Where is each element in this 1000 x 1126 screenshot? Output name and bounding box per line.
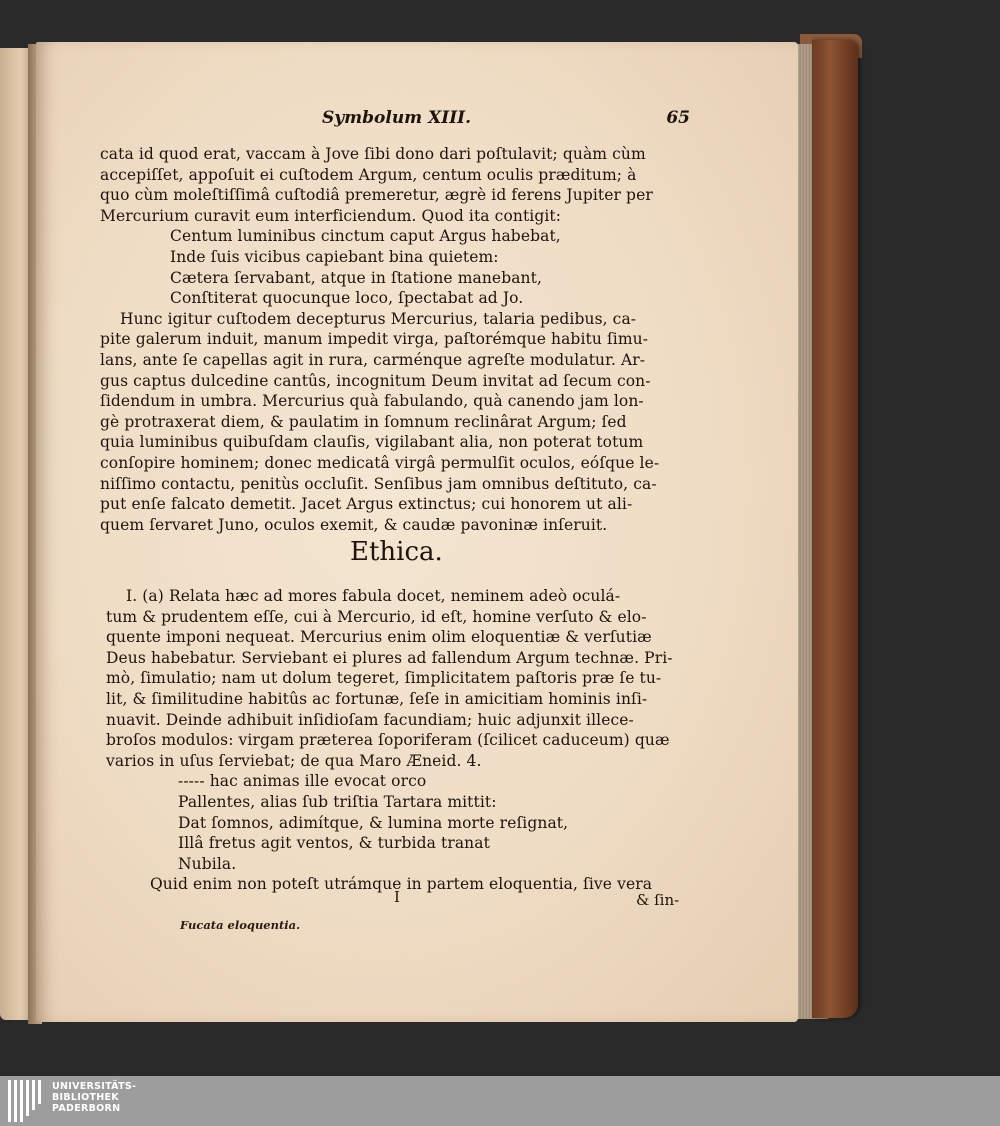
text-line: nuavit. Deinde adhibuit inſidioſam facundiam; huic adjunxit illece-: [106, 710, 634, 729]
text-line: mò, ſimulatio; nam ut dolum tegeret, ſimplicitatem paſtoris præ ſe tu-: [106, 669, 662, 688]
text-line: quente imponi nequeat. Mercurius enim olim eloquentiæ & verſutiæ: [106, 628, 652, 647]
library-name-line: BIBLIOTHEK: [52, 1092, 119, 1103]
page-number: 65: [666, 108, 690, 128]
text-line: gè protraxerat diem, & paulatim in ſomnum reclinârat Argum; ſed: [100, 412, 627, 431]
verse-line: Inde ſuis vicibus capiebant bina quietem:: [170, 247, 499, 266]
text-line: Quid enim non poteſt utrámque in partem eloquentia, ſive vera: [150, 875, 653, 894]
library-logo-icon: [8, 1080, 42, 1122]
text-line: ſidendum in umbra. Mercurius quà fabulando, quà canendo jam lon-: [100, 392, 644, 411]
text-line: broſos modulos: virgam præterea ſoporiferam (ſcilicet caduceum) quæ: [106, 731, 670, 750]
text-line: tum & prudentem eſſe, cui à Mercurio, id eſt, homine verſuto & elo-: [106, 607, 647, 626]
library-name-line: UNIVERSITÄTS-: [52, 1081, 137, 1092]
text-line: Mercurium curavit eum interficiendum. Quod ita contigit:: [100, 206, 562, 225]
text-line: quem ſervaret Juno, oculos exemit, & caudæ pavoninæ inſeruit.: [100, 515, 608, 534]
signature-mark: I: [394, 888, 400, 906]
text-line: Deus habebatur. Serviebant ei plures ad fallendum Argum technæ. Pri-: [106, 648, 673, 667]
text-line: cata id quod erat, vaccam à Jove ſibi dono dari poſtulavit; quàm cùm: [100, 145, 646, 163]
verse-line: Nubila.: [178, 854, 237, 873]
running-header: [322, 108, 690, 128]
verse-line: Dat ſomnos, adimítque, & lumina morte reſignat,: [178, 813, 569, 832]
text-line: niſſimo contactu, penitùs occluſit. Senſibus jam omnibus deſtituto, ca-: [100, 474, 657, 493]
text-line: quia luminibus quibuſdam clauſis, vigilabant alia, non poterat totum: [100, 433, 644, 452]
text-line: pite galerum induit, manum impedit virga, paſtorémque habitu ſimu-: [100, 330, 649, 349]
header-title: Symbolum XIII.: [322, 108, 472, 128]
ethica-text: [106, 586, 691, 895]
section-heading: Ethica.: [350, 537, 443, 567]
text-line: put enſe falcato demetit. Jacet Argus extinctus; cui honorem ut ali-: [100, 495, 633, 514]
text-line: lit, & ſimilitudine habitûs ac fortunæ, ſeſe in amicitiam hominis inſi-: [106, 689, 648, 708]
text-line: quo cùm moleſtiſſimâ cuſtodiâ premeretur, ægrè id ferens Jupiter per: [100, 186, 653, 205]
text-line: conſopire hominem; donec medicatâ virgâ permulſit oculos, eóſque le-: [100, 453, 660, 472]
text-line: I. (a) Relata hæc ad mores fabula docet, neminem adeò oculá-: [126, 587, 621, 605]
verse-line: ----- hac animas ille evocat orco: [178, 772, 427, 791]
catchword: & ſin-: [636, 891, 680, 909]
text-line: lans, ante ſe capellas agit in rura, carménque agreſte modulatur. Ar-: [100, 350, 646, 369]
verse-line: Conſtiterat quocunque loco, ſpectabat ad Jo.: [170, 289, 524, 308]
footer-bar: [0, 1076, 1000, 1126]
book-cover: [812, 40, 858, 1018]
text-line: accepiſſet, appoſuit ei cuſtodem Argum, centum oculis præditum; à: [100, 165, 637, 184]
verse-line: Pallentes, alias ſub triſtia Tartara mittit:: [178, 792, 497, 811]
verse-line: Illâ fretus agit ventos, & turbida tranat: [178, 834, 490, 853]
text-line: Hunc igitur cuſtodem decepturus Mercurius, talaria pedibus, ca-: [120, 309, 637, 328]
text-line: gus captus dulcedine cantûs, incognitum Deum invitat ad ſecum con-: [100, 371, 651, 390]
library-name: [52, 1081, 136, 1114]
marginal-note: Fucata eloquentia.: [180, 918, 301, 932]
main-text: [100, 144, 690, 535]
text-line: varios in uſus ſerviebat; de qua Maro Æneid. 4.: [106, 751, 482, 770]
verse-line: Centum luminibus cinctum caput Argus habebat,: [170, 227, 561, 246]
library-name-line: PADERBORN: [52, 1103, 121, 1114]
verse-line: Cætera ſervabant, atque in ſtatione manebant,: [170, 268, 542, 287]
